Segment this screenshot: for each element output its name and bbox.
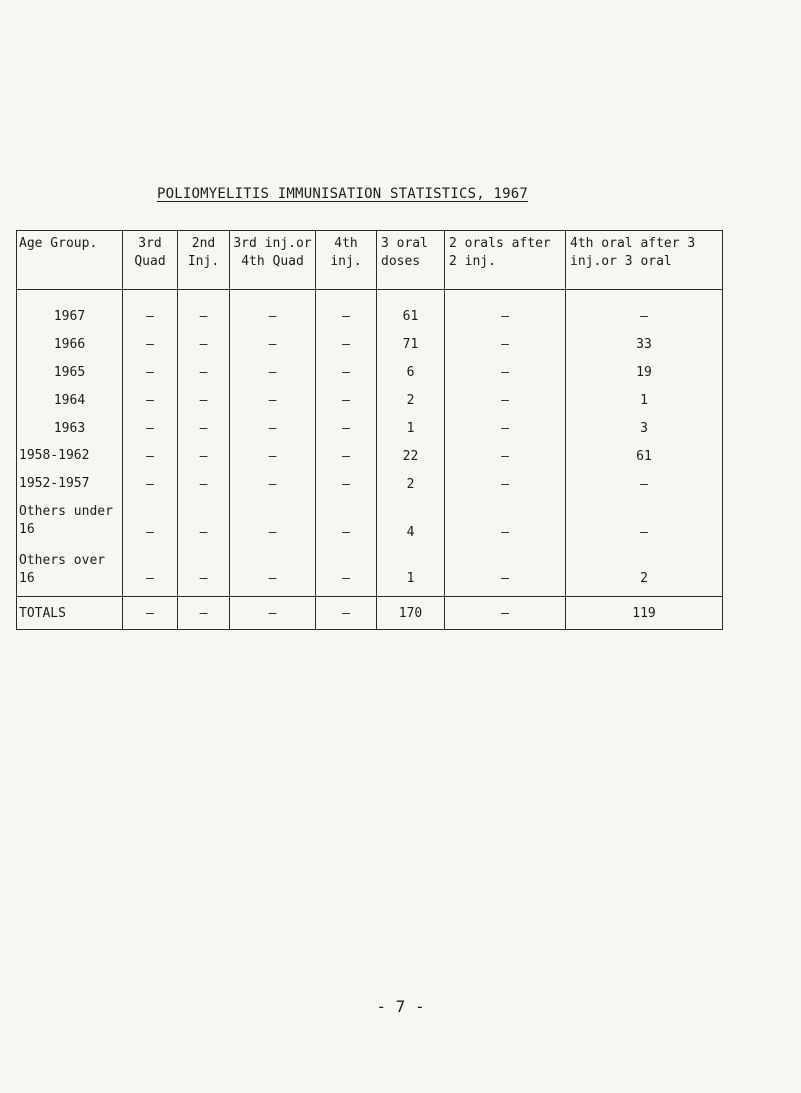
table-cell: – [445,386,566,414]
table-cell: – [316,414,377,442]
table-cell: – [316,470,377,498]
table-row [17,470,723,498]
table-cell: – [316,498,377,544]
table-cell: – [123,290,178,331]
table-cell: – [123,414,178,442]
totals-label: TOTALS [17,597,123,630]
row-label: 1967 [17,290,123,331]
table-cell: – [445,414,566,442]
table-cell: – [178,498,230,544]
row-label: 1966 [17,330,123,358]
table-cell: – [123,330,178,358]
row-label: 1965 [17,358,123,386]
table-cell: – [123,470,178,498]
table-cell: 1 [377,414,445,442]
table-cell: 71 [377,330,445,358]
row-label: 1964 [17,386,123,414]
table-cell: – [316,330,377,358]
table-cell: – [178,330,230,358]
header-age-group: Age Group. [17,231,123,290]
row-label: Others over 16 [17,544,123,597]
row-label: 1952-1957 [17,470,123,498]
table-cell: 19 [566,358,723,386]
table-cell: – [316,386,377,414]
table-cell: 33 [566,330,723,358]
table-cell: – [445,442,566,470]
table-cell: – [178,544,230,597]
table-row [17,386,723,414]
header-3-oral-doses: 3 oral doses [377,231,445,290]
table-cell: – [230,442,316,470]
table-cell: – [230,290,316,331]
table-cell: – [178,442,230,470]
table-cell: 6 [377,358,445,386]
table-cell: – [178,414,230,442]
table-cell: – [230,470,316,498]
table-cell: – [230,498,316,544]
table-cell: – [230,414,316,442]
table-row [17,358,723,386]
header-2nd-inj: 2nd Inj. [178,231,230,290]
table-cell: 22 [377,442,445,470]
table-row [17,330,723,358]
header-4th-oral-after: 4th oral after 3 inj.or 3 oral [566,231,723,290]
table-row [17,290,723,331]
table-cell: 2 [377,470,445,498]
table-cell: – [230,358,316,386]
totals-cell: – [230,597,316,630]
table-cell: – [445,498,566,544]
totals-cell: 119 [566,597,723,630]
table-cell: – [123,544,178,597]
header-4th-inj: 4th inj. [316,231,377,290]
table-cell: – [445,358,566,386]
page-number: - 7 - [376,997,425,1016]
table-cell: – [316,290,377,331]
totals-cell: – [178,597,230,630]
table-cell: 2 [377,386,445,414]
table-cell: – [230,544,316,597]
header-3rd-inj-or-4th-quad: 3rd inj.or 4th Quad [230,231,316,290]
table-row [17,498,723,544]
table-cell: 1 [377,544,445,597]
table-cell: 61 [377,290,445,331]
table-cell: 3 [566,414,723,442]
header-3rd-quad: 3rd Quad [123,231,178,290]
table-cell: – [445,330,566,358]
table-cell: – [445,470,566,498]
table-cell: – [123,386,178,414]
page-title: POLIOMYELITIS IMMUNISATION STATISTICS, 1967 [157,186,529,202]
table-cell: – [316,442,377,470]
row-label: 1963 [17,414,123,442]
table-cell: – [566,498,723,544]
table-cell: – [123,358,178,386]
totals-cell: 170 [377,597,445,630]
table-row [17,544,723,597]
table-cell: – [566,290,723,331]
table-header-row [17,231,723,290]
header-2-orals-after-2-inj: 2 orals after 2 inj. [445,231,566,290]
row-label: Others under 16 [17,498,123,544]
table-cell: – [230,330,316,358]
totals-cell: – [445,597,566,630]
table-cell: – [178,386,230,414]
table-cell: – [316,544,377,597]
table-cell: – [445,544,566,597]
table-cell: – [445,290,566,331]
table-cell: – [178,358,230,386]
totals-cell: – [123,597,178,630]
table-cell: – [123,498,178,544]
immunisation-table [16,230,723,630]
table-cell: 4 [377,498,445,544]
table-row [17,442,723,470]
table-cell: – [566,470,723,498]
totals-row [17,597,723,630]
row-label: 1958-1962 [17,442,123,470]
table-row [17,414,723,442]
table-cell: – [178,290,230,331]
table-cell: 61 [566,442,723,470]
totals-cell: – [316,597,377,630]
table-cell: 2 [566,544,723,597]
table-cell: – [230,386,316,414]
table-cell: – [316,358,377,386]
table-cell: – [178,470,230,498]
table-cell: – [123,442,178,470]
table-cell: 1 [566,386,723,414]
